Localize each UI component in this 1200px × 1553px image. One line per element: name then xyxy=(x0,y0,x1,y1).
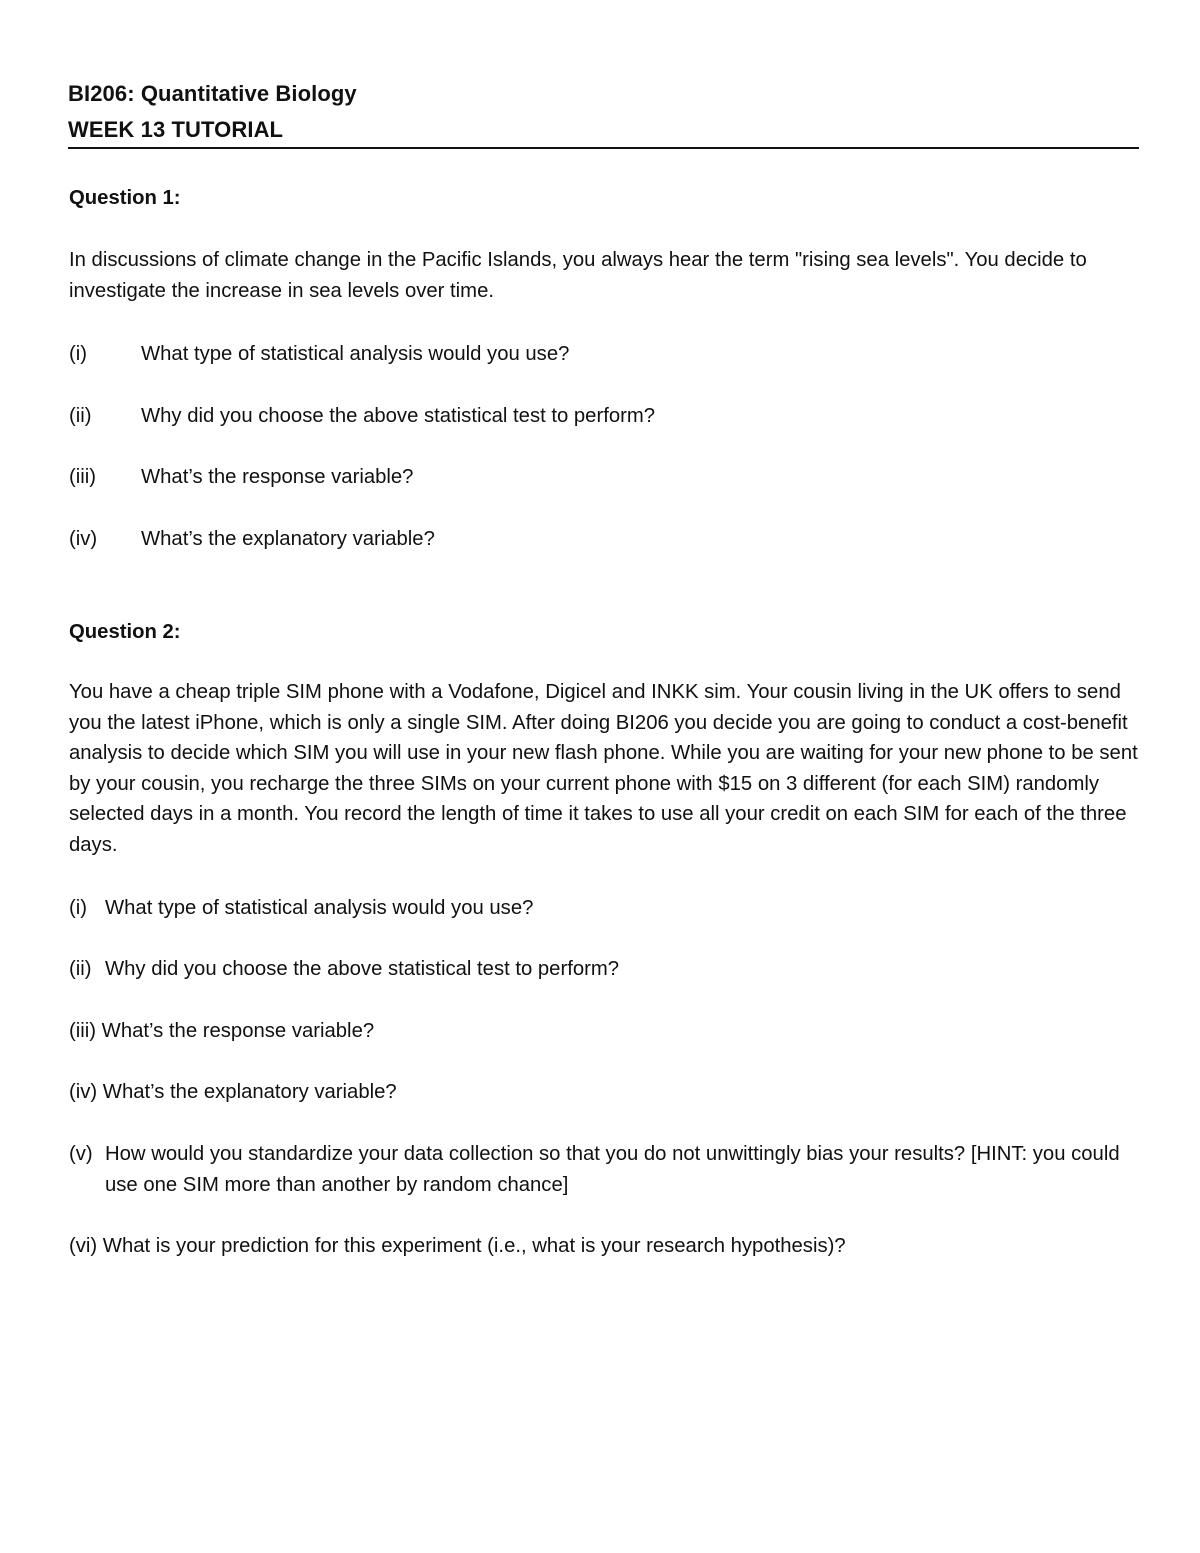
question-2-intro xyxy=(69,677,1141,860)
week-title: WEEK 13 TUTORIAL xyxy=(68,117,284,142)
question-2-item xyxy=(69,1231,1144,1262)
question-1-intro xyxy=(69,245,1129,306)
item-number: (iii) xyxy=(69,466,97,488)
item-text: How would you standardize your data collection so that you do not unwittingly bias your results? [HINT: you could use one SIM more than another by random chance] xyxy=(105,1143,1120,1196)
item-number: (iv) xyxy=(69,528,98,550)
question-1-intro-text: In discussions of climate change in the Pacific Islands, you always hear the term "rising sea levels". You decide to investigate the increase in sea levels over time. xyxy=(69,249,1087,302)
item-number: (ii) xyxy=(69,405,92,427)
item-number: (vi) xyxy=(69,1235,103,1257)
item-number: (ii) xyxy=(69,958,92,980)
question-2-intro-text: You have a cheap triple SIM phone with a Vodafone, Digicel and INKK sim. Your cousin living in the UK offers to send you the latest iPhone, which is only a single SIM. After doing BI206 you decide you are going to conduct a cost-benefit analysis to decide which SIM you will use in your new flash phone. While you are waiting for your new phone to be sent by your cousin, you recharge the three SIMs on your current phone with $15 on 3 different (for each SIM) randomly selected days in a month. You record the length of time it takes to use all your credit on each SIM for each of the three days. xyxy=(69,681,1138,856)
course-title: BI206: Quantitative Biology xyxy=(68,81,357,106)
item-text: What’s the response variable? xyxy=(141,466,414,488)
item-text: What type of statistical analysis would you use? xyxy=(105,897,534,919)
question-2-item xyxy=(69,954,1144,985)
question-2-item xyxy=(69,893,1144,924)
item-text: What’s the response variable? xyxy=(101,1020,375,1042)
question-2-item xyxy=(69,1139,1144,1200)
item-text: What’s the explanatory variable? xyxy=(141,528,435,550)
header-divider xyxy=(68,147,1139,149)
item-text: Why did you choose the above statistical test to perform? xyxy=(105,958,620,980)
item-number: (i) xyxy=(69,897,88,919)
item-number: (v) xyxy=(69,1143,93,1165)
document-header xyxy=(68,76,1139,148)
item-number: (iii) xyxy=(69,1020,102,1042)
item-number: (iv) xyxy=(69,1081,103,1103)
item-text: What is your prediction for this experiment (i.e., what is your research hypothesis)? xyxy=(102,1235,846,1257)
question-2-title: Question 2: xyxy=(69,621,181,643)
question-1-title: Question 1: xyxy=(69,187,181,209)
item-text: What’s the explanatory variable? xyxy=(102,1081,397,1103)
item-text: What type of statistical analysis would you use? xyxy=(141,343,570,365)
item-number: (i) xyxy=(69,343,88,365)
item-text: Why did you choose the above statistical test to perform? xyxy=(141,405,656,427)
question-2-item xyxy=(69,1016,1144,1047)
question-2-item xyxy=(69,1077,1144,1108)
